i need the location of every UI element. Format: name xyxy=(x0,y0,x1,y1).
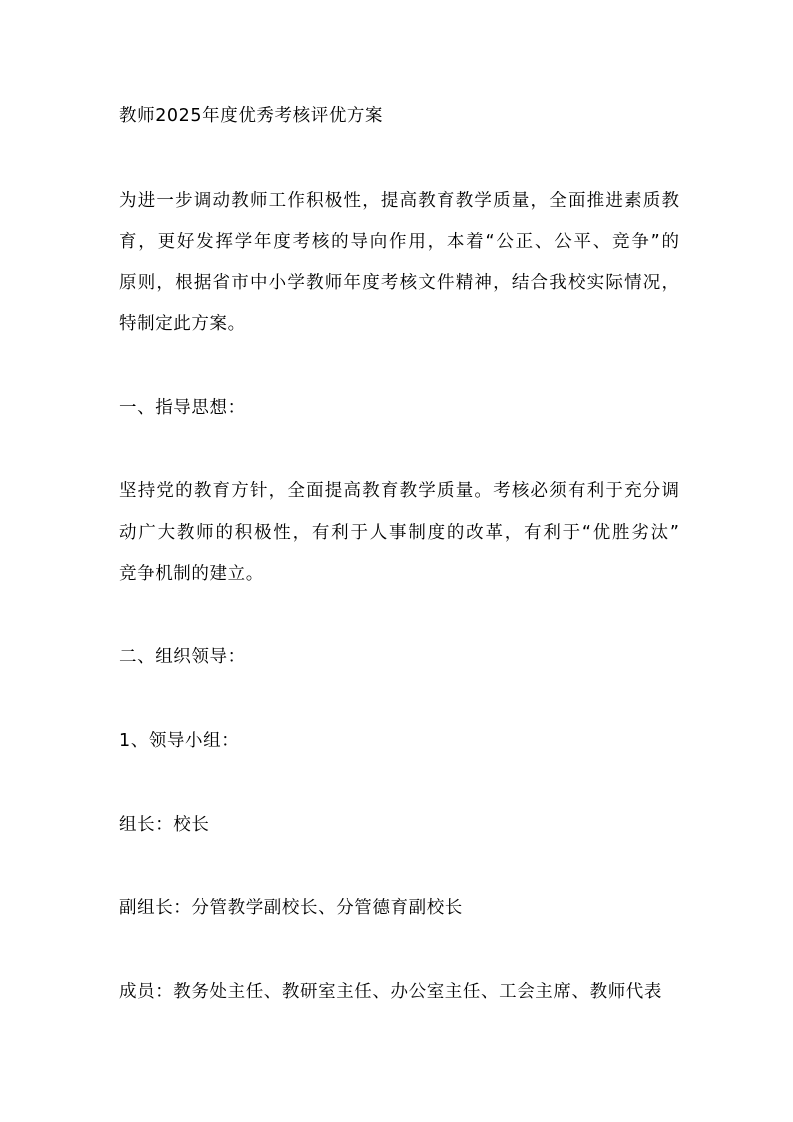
section1-body-line-1: 坚持党的教育方针，全面提高教育教学质量。考核必须有利于充分调 xyxy=(119,481,679,501)
section2-heading: 二、组织领导： xyxy=(119,647,246,667)
intro-line-3: 原则，根据省市中小学教师年度考核文件精神，结合我校实际情况， xyxy=(119,273,679,293)
intro-line-1: 为进一步调动教师工作积极性，提高教育教学质量，全面推进素质教 xyxy=(119,191,679,211)
intro-line-4: 特制定此方案。 xyxy=(119,314,246,334)
members-line: 成员：教务处主任、教研室主任、办公室主任、工会主席、教师代表 xyxy=(119,982,662,1002)
document-title: 教师2025年度优秀考核评优方案 xyxy=(119,106,384,126)
deputy-line: 副组长：分管教学副校长、分管德育副校长 xyxy=(119,898,463,918)
section1-body-line-3: 竞争机制的建立。 xyxy=(119,564,264,584)
section1-heading: 一、指导思想： xyxy=(119,398,246,418)
section1-body-line-2: 动广大教师的积极性，有利于人事制度的改革，有利于“优胜劣汰” xyxy=(119,523,679,543)
leader-line: 组长：校长 xyxy=(119,815,210,835)
intro-line-2: 育，更好发挥学年度考核的导向作用，本着“公正、公平、竞争”的 xyxy=(119,232,679,252)
section2-sub-heading: 1、领导小组： xyxy=(119,731,240,751)
